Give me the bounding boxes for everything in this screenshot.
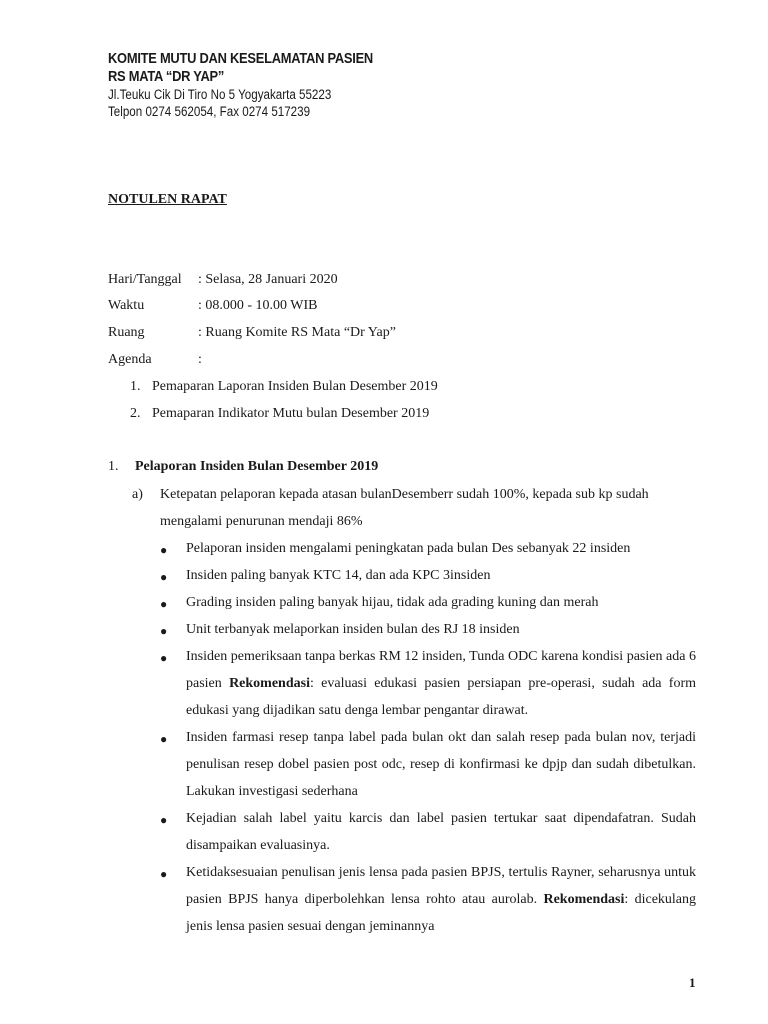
bullet-icon: ● <box>160 597 168 611</box>
org-phone: Telpon 0274 562054, Fax 0274 517239 <box>108 104 311 119</box>
agenda-item-1-number: 1. <box>130 379 141 394</box>
bullet-5-text <box>186 643 696 724</box>
agenda-item-2-number: 2. <box>130 406 141 421</box>
agenda-label: Agenda <box>108 352 152 367</box>
bullet-8-recommendation-label: Rekomendasi <box>543 892 625 907</box>
subitem-a-line1: Ketepatan pelaporan kepada atasan bulanDesemberr sudah 100%, kepada sub kp sudah <box>160 487 649 502</box>
bullet-icon: ● <box>160 543 168 557</box>
bullet-8-text-part2: : dicekulang jenis lensa pasien sesuai dengan jeminannya <box>186 892 697 934</box>
bullet-icon: ● <box>160 651 168 665</box>
agenda-colon: : <box>198 352 202 367</box>
section-1-heading: Pelaporan Insiden Bulan Desember 2019 <box>135 459 379 474</box>
room-value: : Ruang Komite RS Mata “Dr Yap” <box>198 325 396 340</box>
room-label: Ruang <box>108 325 145 340</box>
document-title: NOTULEN RAPAT <box>108 192 227 207</box>
agenda-item-2-text: Pemaparan Indikator Mutu bulan Desember 2019 <box>152 406 430 421</box>
bullet-2-text: Insiden paling banyak KTC 14, dan ada KPC 3insiden <box>186 568 491 583</box>
subitem-a-line2: mengalami penurunan mendaji 86% <box>160 514 363 529</box>
section-1-number: 1. <box>108 459 119 474</box>
bullet-icon: ● <box>160 867 168 881</box>
org-address: Jl.Teuku Cik Di Tiro No 5 Yogyakarta 55223 <box>108 87 332 102</box>
time-label: Waktu <box>108 298 145 313</box>
bullet-icon: ● <box>160 570 168 584</box>
time-value: : 08.000 - 10.00 WIB <box>198 298 318 313</box>
date-value: : Selasa, 28 Januari 2020 <box>198 272 338 287</box>
bullet-icon: ● <box>160 624 168 638</box>
bullet-4-text: Unit terbanyak melaporkan insiden bulan des RJ 18 insiden <box>186 622 520 637</box>
bullet-icon: ● <box>160 732 168 746</box>
bullet-8-text <box>186 859 696 940</box>
bullet-5-recommendation-label: Rekomendasi <box>229 676 310 691</box>
subitem-a-label: a) <box>132 487 143 502</box>
bullet-6-text: Insiden farmasi resep tanpa label pada bulan okt dan salah resep pada bulan nov, terjadi penulisan resep dobel pasien post odc, resep di konfirmasi ke dpjp dan sudah dibetulkan. Lakukan investigasi sederhana <box>186 730 696 799</box>
bullet-3-text: Grading insiden paling banyak hijau, tidak ada grading kuning dan merah <box>186 595 599 610</box>
agenda-item-1-text: Pemaparan Laporan Insiden Bulan Desember 2019 <box>152 379 438 394</box>
bullet-5-text-part1: Insiden pemeriksaan tanpa berkas RM 12 insiden, Tunda ODC karena kondisi pasien ada 6 pasien <box>186 649 696 691</box>
org-name-line1: KOMITE MUTU DAN KESELAMATAN PASIEN <box>108 50 374 67</box>
bullet-8-text-part1: Ketidaksesuaian penulisan jenis lensa pada pasien BPJS, tertulis Rayner, seharusnya untuk pasien BPJS hanya diperbolehkan lensa rohto atau aurolab. <box>186 865 696 907</box>
bullet-icon: ● <box>160 813 168 827</box>
org-name-line2: RS MATA “DR YAP” <box>108 68 225 85</box>
bullet-7-text: Kejadian salah label yaitu karcis dan label pasien tertukar saat dipendafatran. Sudah disampaikan evaluasinya. <box>186 811 696 853</box>
date-label: Hari/Tanggal <box>108 272 182 287</box>
page-number: 1 <box>689 975 696 990</box>
bullet-1-text: Pelaporan insiden mengalami peningkatan pada bulan Des sebanyak 22 insiden <box>186 541 631 556</box>
bullet-5-text-part2: : evaluasi edukasi pasien persiapan pre-operasi, sudah ada form edukasi yang dijadikan satu denga lembar pengantar dirawat. <box>186 676 697 718</box>
